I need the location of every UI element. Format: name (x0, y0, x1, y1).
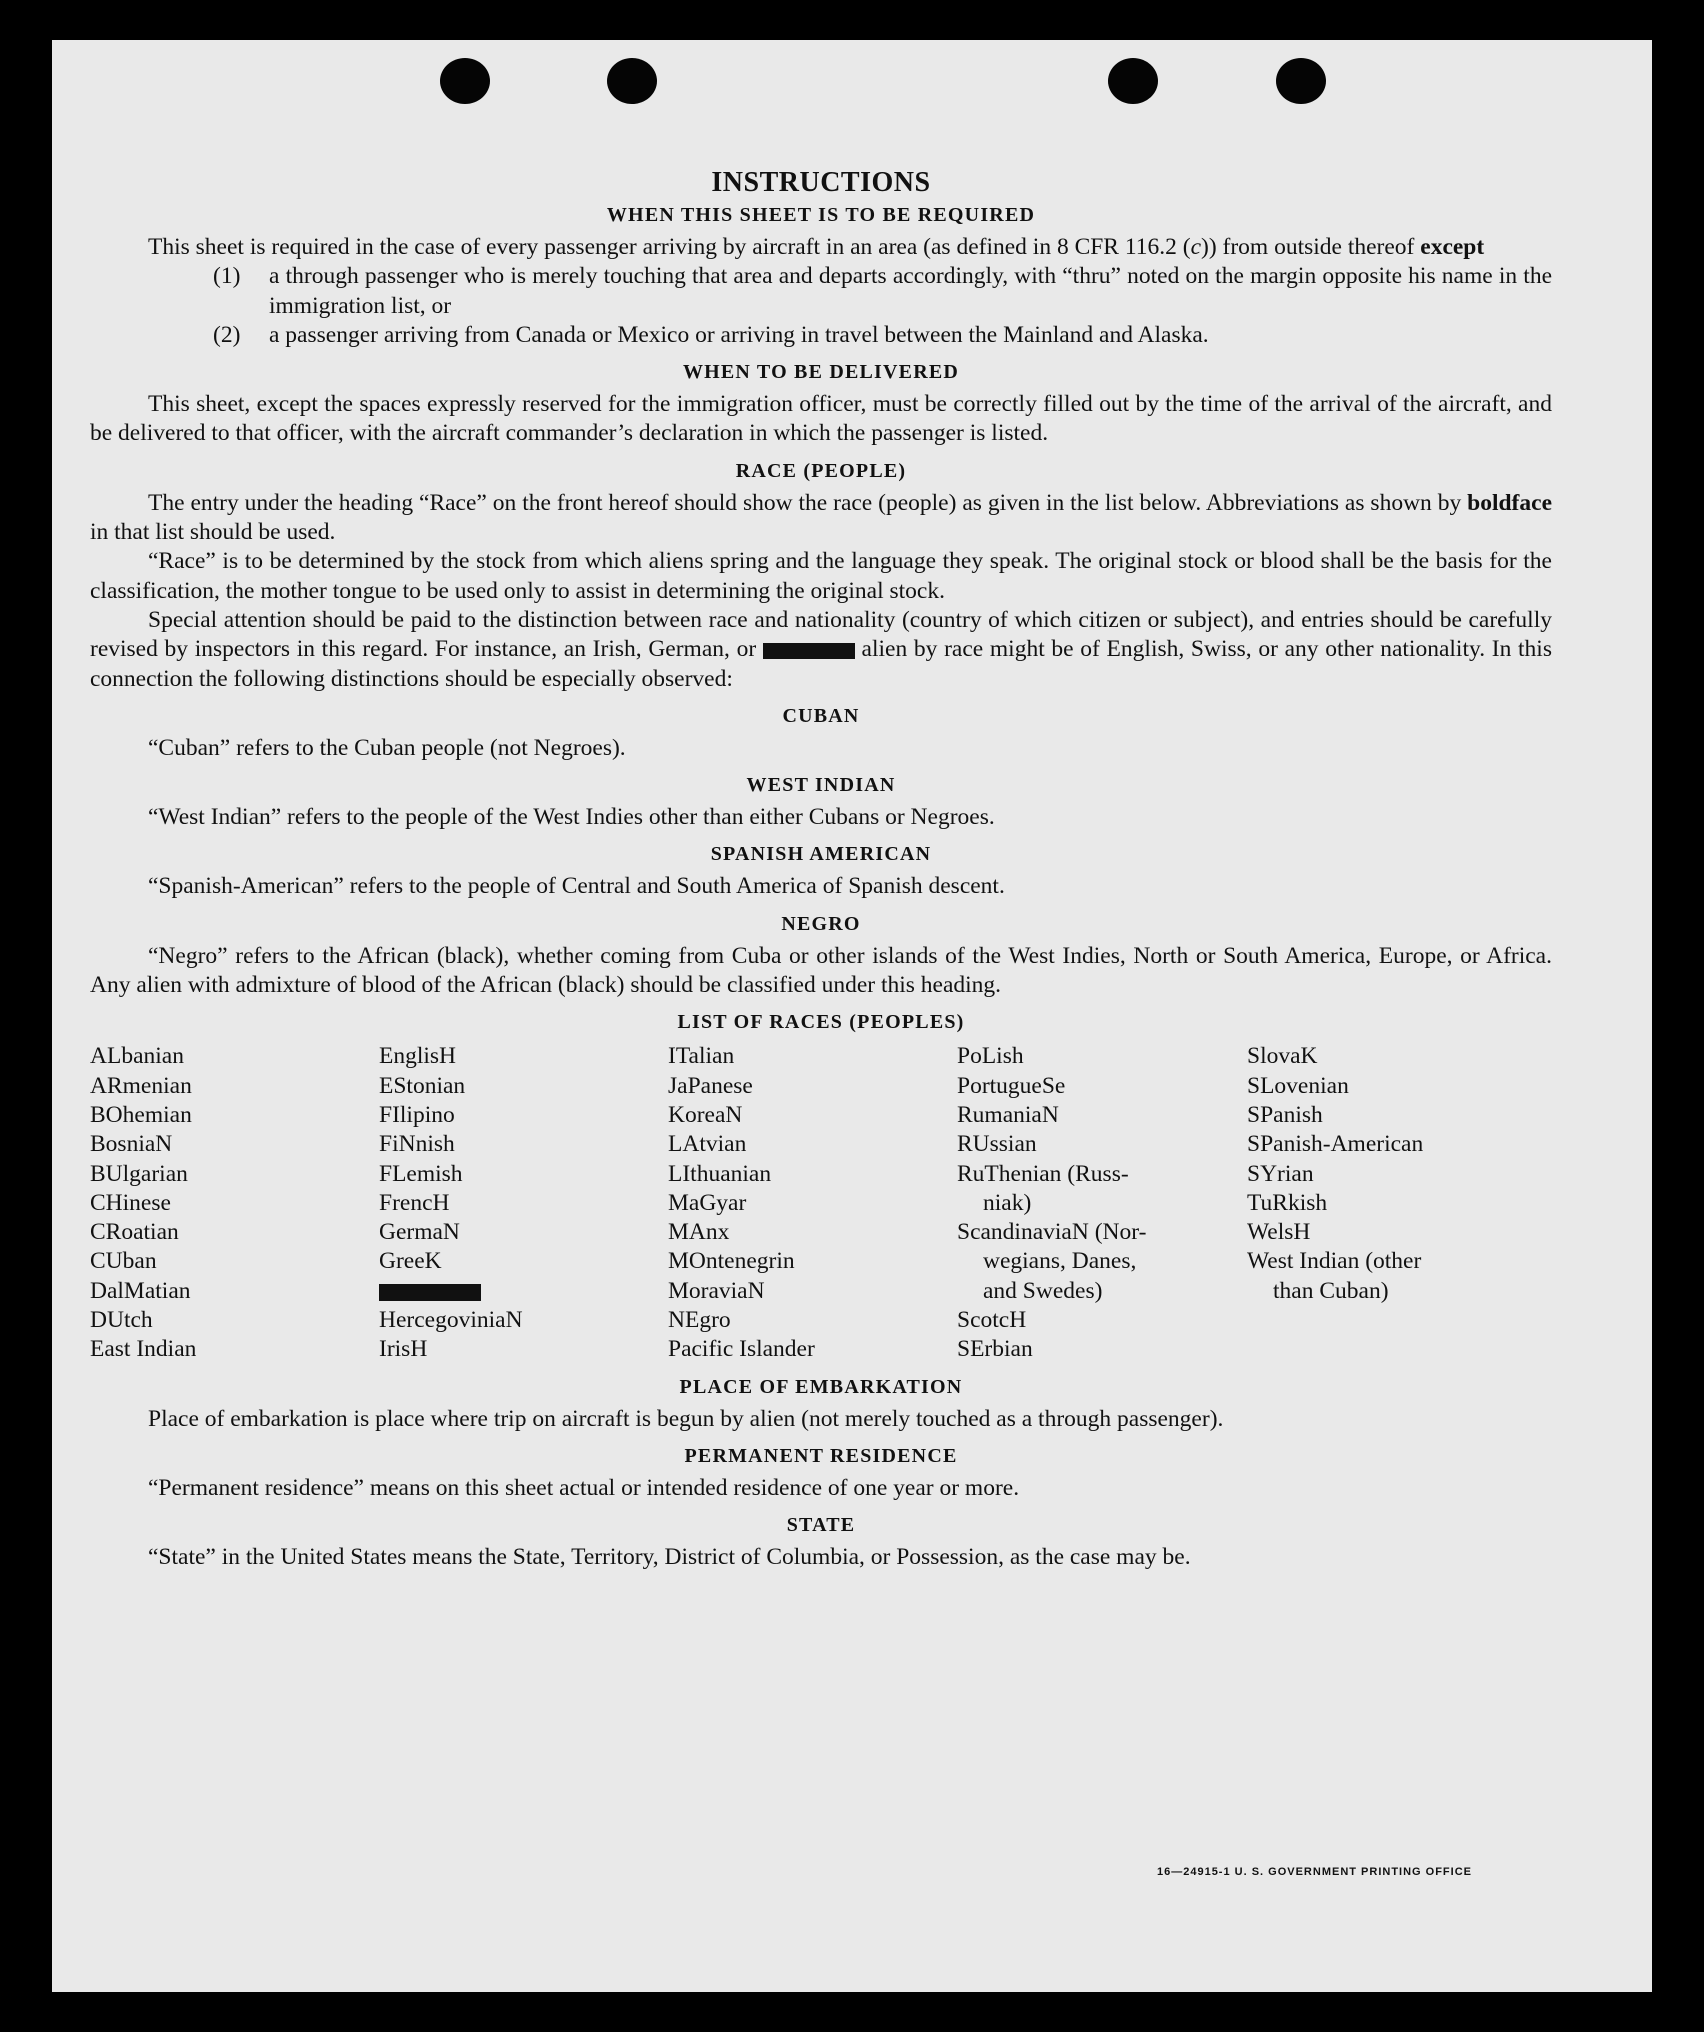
race-entry: WelsH (1247, 1219, 1311, 1246)
race-entry: CUban (90, 1248, 157, 1275)
embarkation-paragraph: Place of embarkation is place where trip on aircraft is begun by alien (not merely touched as a through passenger). (148, 1405, 1224, 1432)
race-entry: ITalian (668, 1043, 735, 1070)
punch-hole (1276, 58, 1326, 104)
race-entry: EStonian (379, 1072, 466, 1099)
race-entry: NEgro (668, 1307, 731, 1334)
race-entry: West Indian (other (1247, 1248, 1422, 1275)
race-entry: Pacific Islander (668, 1336, 815, 1363)
race-entry: PoLish (957, 1043, 1024, 1070)
race-entry: MaGyar (668, 1189, 747, 1216)
printing-office-imprint: 16—24915-1 U. S. GOVERNMENT PRINTING OFFICE (1156, 1866, 1472, 1878)
race-entry: ScandinaviaN (Nor- (957, 1219, 1147, 1246)
race-entry: FIlipino (379, 1101, 455, 1128)
race-entry: PortugueSe (957, 1072, 1066, 1099)
race-paragraph: “Race” is to be determined by the stock from which aliens spring and the language they speak. The original stock or blood shall be the basis for the classification, the mother tongue to be used only to assist in determining the original stock. (90, 548, 1552, 604)
race-entry: MOntenegrin (668, 1248, 795, 1275)
page-title: INSTRUCTIONS (711, 167, 931, 198)
race-entry: ALbanian (90, 1043, 184, 1070)
race-entry: GermaN (379, 1219, 460, 1246)
race-entry: BosniaN (90, 1131, 173, 1158)
section-heading: STATE (786, 1514, 856, 1537)
race-entry: MAnx (668, 1219, 730, 1246)
race-entry: RumaniaN (957, 1101, 1059, 1128)
race-entry: KoreaN (668, 1101, 743, 1128)
race-entry: ScotcH (957, 1307, 1027, 1334)
race-entry: BOhemian (90, 1101, 192, 1128)
race-entry: MoraviaN (668, 1277, 765, 1304)
race-entry: JaPanese (668, 1072, 753, 1099)
section-heading: WHEN THIS SHEET IS TO BE REQUIRED (606, 204, 1036, 226)
negro-definition: “Negro” refers to the African (black), whether coming from Cuba or other islands of the West Indies, North or South America, Europe, or Africa. Any alien with admixture of blood of the African (black) should be classified under this heading. (90, 942, 1552, 999)
race-entry: RuThenian (Russ- (957, 1160, 1129, 1187)
race-entry: LIthuanian (668, 1160, 772, 1187)
state-paragraph: “State” in the United States means the State, Territory, District of Columbia, or Possession, as the case may be. (148, 1544, 1191, 1571)
race-column (957, 1042, 1247, 1364)
requirement-paragraph: This sheet is required in the case of every passenger arriving by aircraft in an area (as defined in 8 CFR 116.2 (c)) from outside thereof except (148, 234, 1485, 260)
race-column (1247, 1042, 1547, 1364)
race-entry-continued: and Swedes) (983, 1277, 1103, 1304)
race-list (90, 1042, 1552, 1364)
race-entry-continued: wegians, Danes, (983, 1248, 1137, 1275)
race-entry: HercegoviniaN (379, 1307, 523, 1334)
redacted-entry (379, 1277, 668, 1306)
section-heading: CUBAN (782, 704, 860, 727)
section-heading: SPANISH AMERICAN (710, 843, 932, 866)
race-entry: GreeK (379, 1248, 442, 1275)
race-entry: DUtch (90, 1307, 153, 1334)
race-entry: FLemish (379, 1160, 463, 1187)
section-heading: NEGRO (781, 912, 861, 935)
race-entry: FrencH (379, 1189, 450, 1216)
race-column (90, 1042, 379, 1364)
race-entry: IrisH (379, 1336, 428, 1363)
race-entry-continued: than Cuban) (1273, 1277, 1389, 1304)
race-entry: East Indian (90, 1336, 197, 1363)
race-entry: FiNnish (379, 1131, 455, 1158)
race-entry: BUlgarian (90, 1160, 188, 1187)
race-entry: TuRkish (1247, 1189, 1328, 1216)
race-column (379, 1042, 668, 1364)
race-paragraph: Special attention should be paid to the distinction between race and nationality (country of which citizen or subject), and entries should be carefully revised by inspectors in this regard. For instance, an Irish, German, or alien by race might be of English, Swiss, or any other nationality. In this connection the following distinctions should be especially observed: (90, 606, 1552, 692)
delivery-paragraph: This sheet, except the spaces expressly reserved for the immigration officer, must be correctly filled out by the time of the arrival of the aircraft, and be delivered to that officer, with the aircraft commander’s declaration in which the passenger is listed. (90, 391, 1552, 447)
section-heading: LIST OF RACES (PEOPLES) (677, 1011, 965, 1034)
section-heading: WHEN TO BE DELIVERED (682, 361, 960, 384)
exception-item: (1) a through passenger who is merely touching that area and departs accordingly, with “thru” noted on the margin opposite his name in the immigration list, or (213, 263, 1552, 319)
race-entry: LAtvian (668, 1131, 747, 1158)
punch-hole (440, 58, 490, 104)
race-entry: CHinese (90, 1189, 171, 1216)
redaction-mark (379, 1284, 481, 1301)
section-heading: WEST INDIAN (746, 774, 896, 797)
race-entry: SPanish-American (1247, 1131, 1424, 1158)
race-paragraph: The entry under the heading “Race” on the front hereof should show the race (people) as given in the list below. Abbreviations as shown by boldface in that list should be used. (90, 489, 1552, 546)
race-entry: CRoatian (90, 1219, 179, 1246)
race-entry: DalMatian (90, 1277, 191, 1304)
race-entry: EnglisH (379, 1043, 457, 1070)
race-entry: RUssian (957, 1131, 1037, 1158)
section-heading: PLACE OF EMBARKATION (679, 1375, 963, 1398)
document-sheet (52, 40, 1652, 1992)
west-indian-definition: “West Indian” refers to the people of the West Indies other than either Cubans or Negroes. (148, 804, 995, 831)
redaction-mark (763, 643, 855, 659)
spanish-american-definition: “Spanish-American” refers to the people of Central and South America of Spanish descent. (148, 873, 1005, 900)
race-entry: SErbian (957, 1336, 1033, 1363)
race-entry: SPanish (1247, 1101, 1323, 1128)
race-entry: SYrian (1247, 1160, 1314, 1187)
race-entry: SLovenian (1247, 1072, 1349, 1099)
section-heading: PERMANENT RESIDENCE (684, 1444, 958, 1467)
section-heading: RACE (PEOPLE) (735, 459, 907, 482)
exception-item: (2) a passenger arriving from Canada or Mexico or arriving in travel between the Mainland and Alaska. (213, 321, 1209, 348)
race-entry-continued: niak) (983, 1189, 1032, 1216)
punch-hole (1108, 58, 1158, 104)
race-column (668, 1042, 957, 1364)
race-entry: ARmenian (90, 1072, 192, 1099)
cuban-definition: “Cuban” refers to the Cuban people (not Negroes). (148, 734, 626, 761)
residence-paragraph: “Permanent residence” means on this sheet actual or intended residence of one year or more. (148, 1474, 1020, 1501)
race-entry: SlovaK (1247, 1043, 1318, 1070)
instructions-content (90, 165, 1552, 1573)
punch-hole (607, 58, 657, 104)
